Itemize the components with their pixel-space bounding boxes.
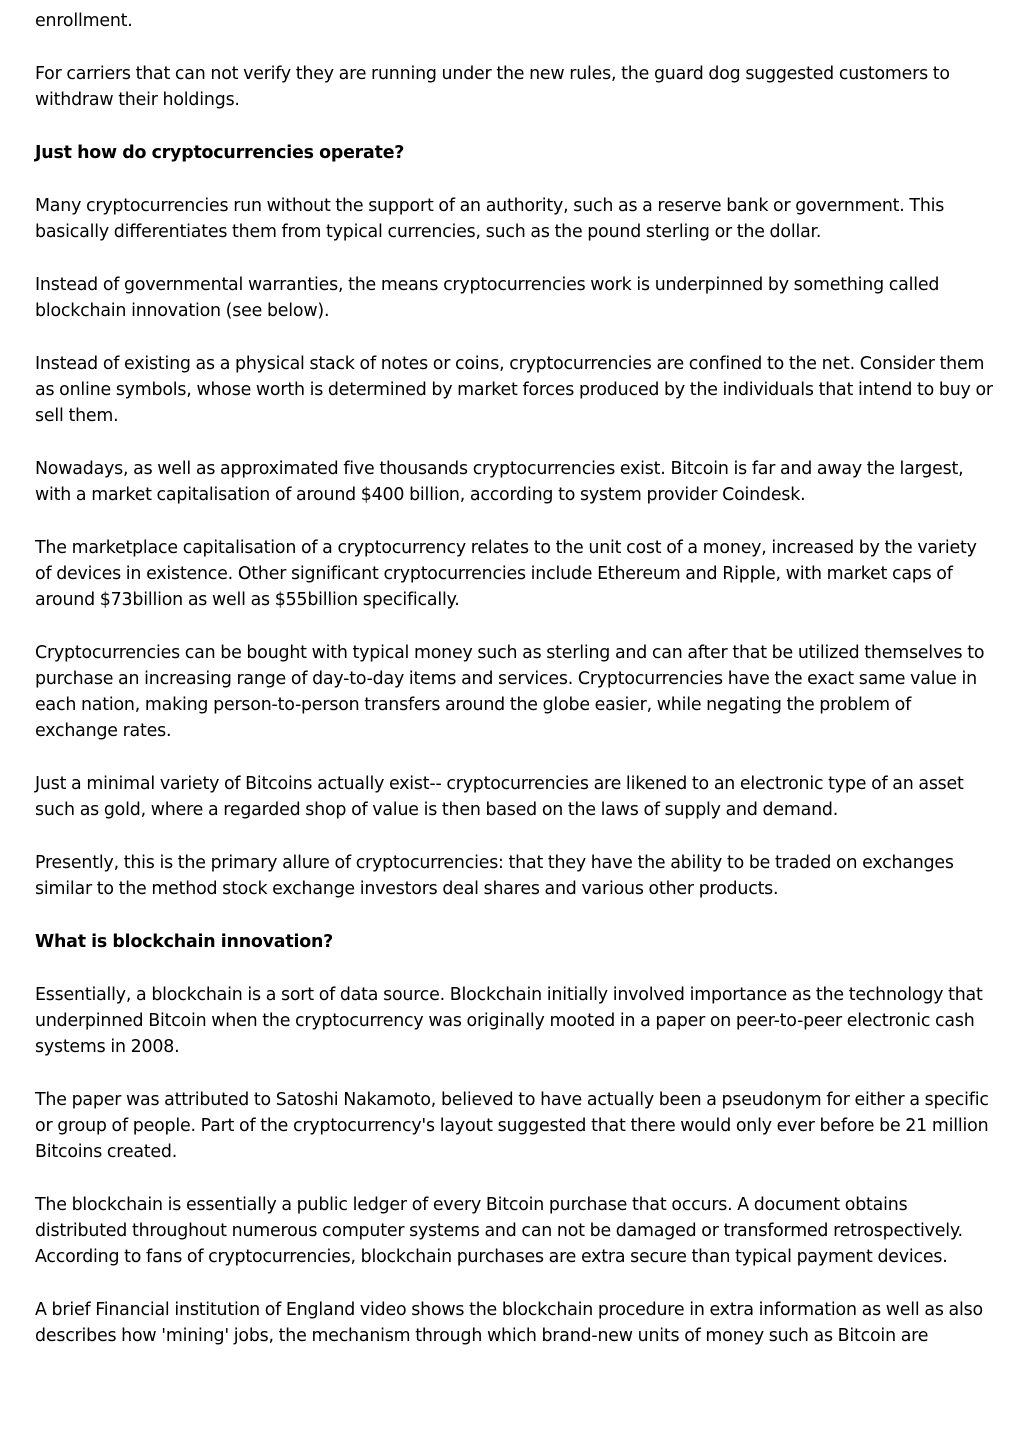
paragraph-enrollment: enrollment.: [35, 11, 133, 31]
paragraph-online-symbols: Instead of existing as a physical stack of notes or coins, cryptocurrencies are confined to the net. Consider them as online symbols, whose worth is determined by market forces produced by the individuals that intend to buy or sell them.: [35, 354, 993, 426]
paragraph-buying-cryptocurrencies: Cryptocurrencies can be bought with typical money such as sterling and can after that be utilized themselves to purchase an increasing range of day-to-day items and services. Cryptocurrencies have the exact same value in each nation, making person-to-person transfers around the globe easier, while negating the problem of exchange rates.: [35, 643, 985, 741]
paragraph-bitcoin-largest: Nowadays, as well as approximated five thousands cryptocurrencies exist. Bitcoin is far and away the largest, with a market capitalisation of around $400 billion, according to system provider Coindesk.: [35, 459, 964, 505]
paragraph-carriers-withdraw: For carriers that can not verify they are running under the new rules, the guard dog suggested customers to withdraw their holdings.: [35, 64, 950, 110]
paragraph-limited-bitcoins: Just a minimal variety of Bitcoins actually exist-- cryptocurrencies are likened to an electronic type of an asset such as gold, where a regarded shop of value is then based on the laws of supply and demand.: [35, 774, 964, 820]
paragraph-no-authority: Many cryptocurrencies run without the support of an authority, such as a reserve bank or government. This basically differentiates them from typical currencies, such as the pound sterling or the dollar.: [35, 196, 945, 242]
paragraph-bank-of-england-video: A brief Financial institution of England video shows the blockchain procedure in extra information as well as also describes how 'mining' jobs, the mechanism through which brand-new units of money such as Bitcoin are: [35, 1300, 983, 1346]
section-heading-blockchain-innovation: What is blockchain innovation?: [35, 932, 334, 952]
paragraph-market-capitalisation: The marketplace capitalisation of a cryptocurrency relates to the unit cost of a money, increased by the variety of devices in existence. Other significant cryptocurrencies include Ethereum and Ripple, with market caps of around $73billion as well as $55billion specifically.: [35, 538, 977, 610]
paragraph-primary-allure: Presently, this is the primary allure of cryptocurrencies: that they have the ability to be traded on exchanges similar to the method stock exchange investors deal shares and various other products.: [35, 853, 954, 899]
paragraph-blockchain-data-source: Essentially, a blockchain is a sort of data source. Blockchain initially involved importance as the technology that underpinned Bitcoin when the cryptocurrency was originally mooted in a paper on peer-to-peer electronic cash systems in 2008.: [35, 985, 983, 1057]
paragraph-blockchain-underpinned: Instead of governmental warranties, the means cryptocurrencies work is underpinned by something called blockchain innovation (see below).: [35, 275, 940, 321]
section-heading-how-cryptocurrencies-operate: Just how do cryptocurrencies operate?: [35, 143, 405, 163]
paragraph-public-ledger: The blockchain is essentially a public ledger of every Bitcoin purchase that occurs. A document obtains distributed throughout numerous computer systems and can not be damaged or transformed retrospectively. According to fans of cryptocurrencies, blockchain purchases are extra secure than typical payment devices.: [35, 1195, 963, 1267]
paragraph-satoshi-nakamoto: The paper was attributed to Satoshi Nakamoto, believed to have actually been a pseudonym for either a specific or group of people. Part of the cryptocurrency's layout suggested that there would only ever before be 21 million Bitcoins created.: [35, 1090, 989, 1162]
